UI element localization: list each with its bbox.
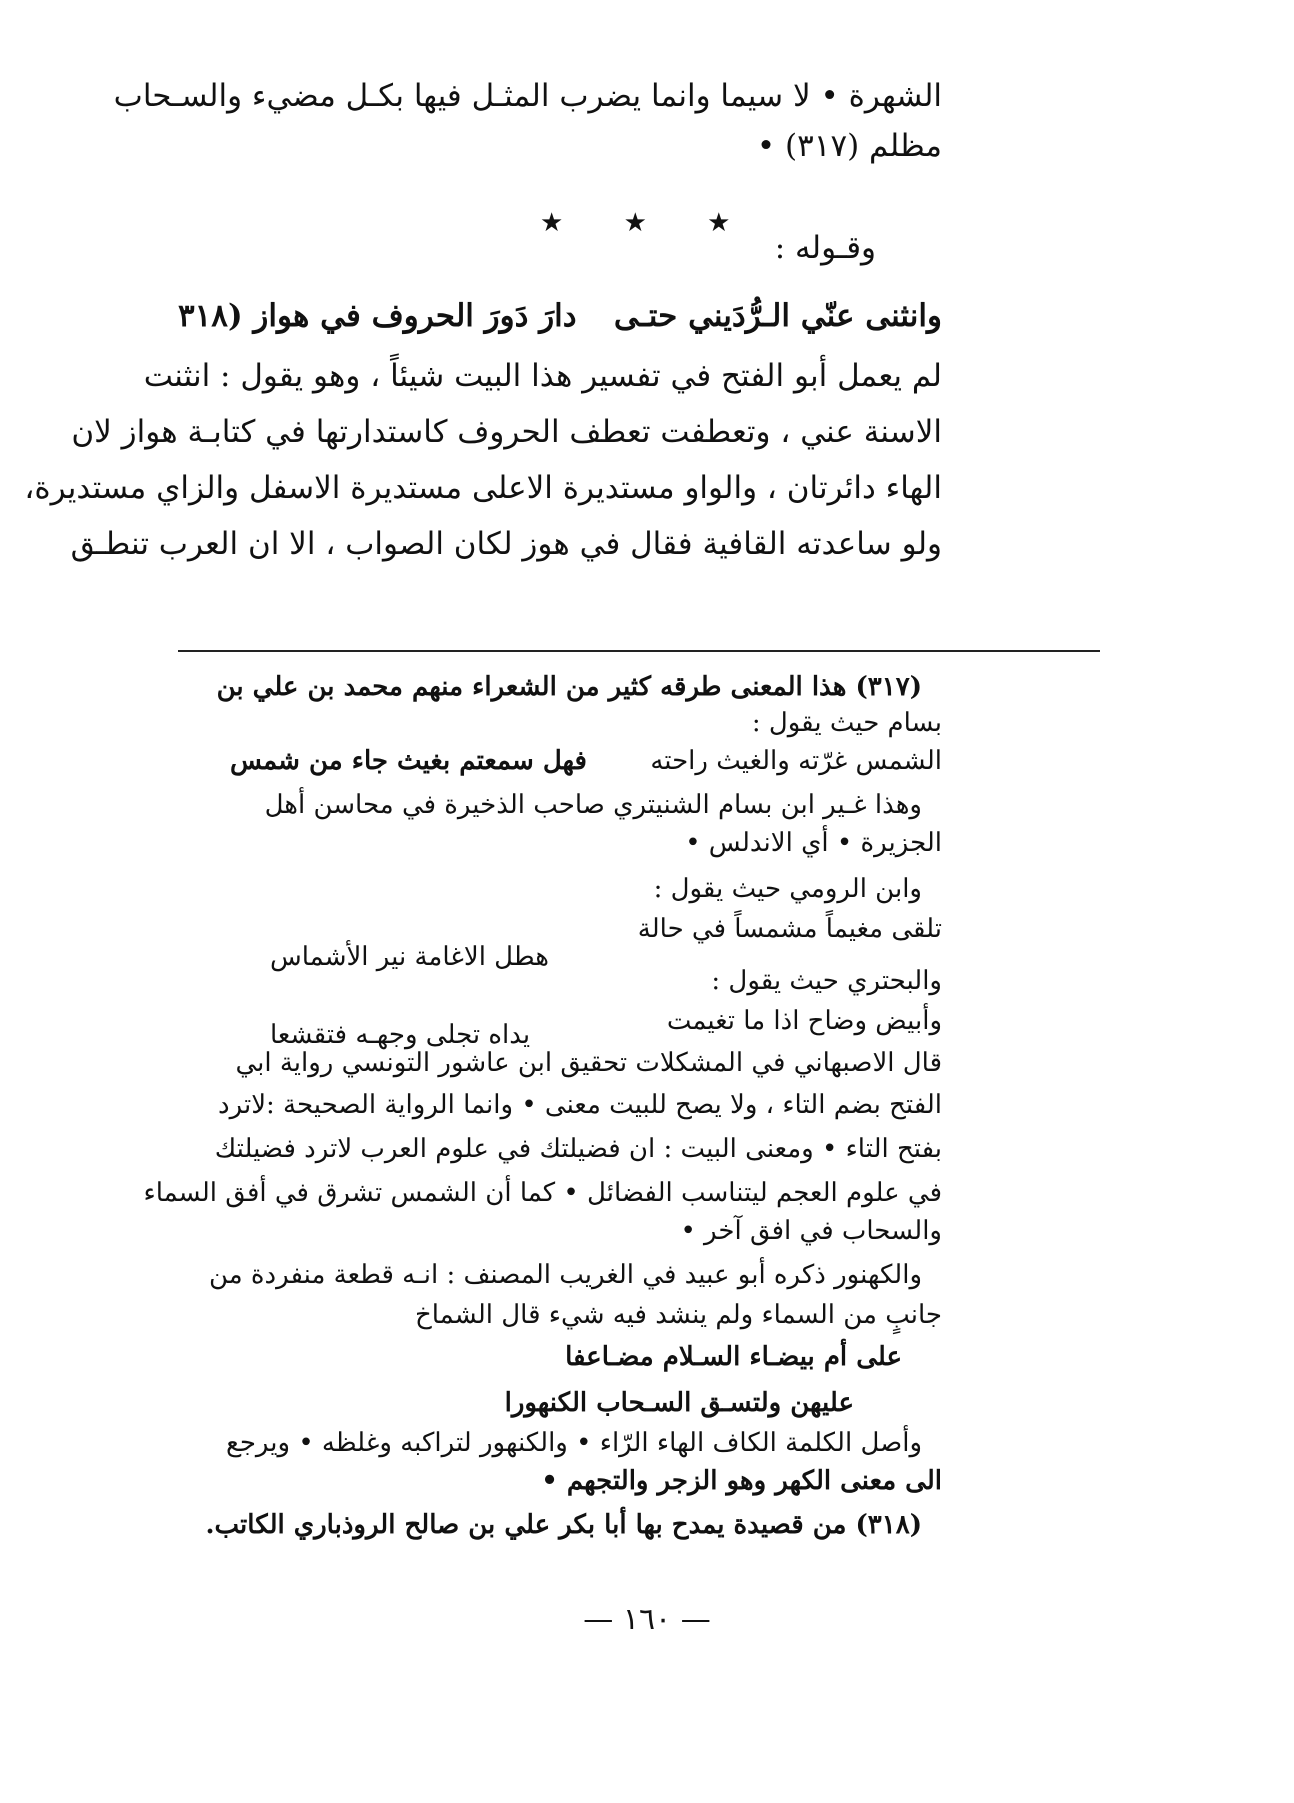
- footnote-verse-2-first: [638, 914, 942, 944]
- main-line-2: [757, 128, 942, 164]
- footnote-shammakh-verse-1-text: على أم بيضـاء السـلام مضـاعفا: [565, 1342, 902, 1372]
- footnote-verse-2-second-text: هطل الاغامة نير الأشماس: [270, 942, 549, 972]
- main-line-5: [71, 414, 942, 450]
- footnote-317-line-2-text: بسام حيث يقول :: [751, 708, 942, 738]
- footnote-317-line-6-text: وابن الرومي حيث يقول :: [653, 874, 922, 904]
- main-line-4: [144, 358, 942, 394]
- footnote-verse-1-first-text: الشمس غرّته والغيث راحته: [650, 746, 942, 776]
- footnote-317-line-12-text: بفتح التاء • ومعنى البيت : ان فضيلتك في علوم العرب لاترد فضيلتك: [214, 1134, 942, 1164]
- main-line-1-text: الشهرة • لا سيما وانما يضرب المثـل فيها بكـل مضيء والسـحاب: [113, 78, 942, 114]
- main-line-3-text: وقـوله :: [774, 230, 876, 266]
- footnote-317-line-20: [541, 1466, 942, 1496]
- footnote-317-line-5-text: الجزيرة • أي الاندلس •: [685, 828, 942, 858]
- footnote-317-line-13: [144, 1178, 943, 1208]
- footnote-317-line-19: [226, 1428, 922, 1458]
- page-number: — ١٦٠ —: [583, 1602, 711, 1637]
- footnote-317-line-15-text: والكهنور ذكره أبو عبيد في الغريب المصنف : انـه قطعة منفردة من: [208, 1260, 922, 1290]
- footnote-317-line-4-text: وهذا غـير ابن بسام الشنيتري صاحب الذخيرة في محاسن أهل: [264, 790, 922, 820]
- footnote-317-line-10: [235, 1048, 942, 1078]
- footnote-317-line-12: [215, 1134, 942, 1164]
- footnote-317-line-10-text: قال الاصبهاني في المشكلات تحقيق ابن عاشور التونسي رواية ابي: [235, 1048, 942, 1078]
- main-line-1: [62, 78, 942, 114]
- footnote-317-line-1-text: (٣١٧) هذا المعنى طرقه كثير من الشعراء منهم محمد بن علي بن: [216, 672, 922, 702]
- footnote-verse-3-first: [667, 1006, 942, 1036]
- verse-first-hemistich-text: وانثنى عنّي الـرُّدَيني حتـى: [613, 298, 942, 334]
- footnote-verse-2-first-text: تلقى مغيماً مشمساً في حالة: [637, 914, 942, 944]
- footnote-317-line-13-text: في علوم العجم ليتناسب الفضائل • كما أن الشمس تشرق في أفق السماء: [143, 1178, 942, 1208]
- footnote-317-line-19-text: وأصل الكلمة الكاف الهاء الرّاء • والكنهور لتراكبه وغلظه • ويرجع: [226, 1428, 922, 1458]
- footnote-verse-3-second-text: يداه تجلى وجهـه فتقشعا: [270, 1020, 531, 1050]
- footnote-318-text: (٣١٨) من قصيدة يمدح بها أبا بكر علي بن صالح الروذباري الكاتب.: [205, 1510, 922, 1540]
- footnote-separator-line: [178, 650, 1100, 652]
- footnote-verse-3-second: [270, 1020, 530, 1050]
- footnote-verse-2-second: [270, 942, 549, 972]
- footnote-verse-1-first: [650, 746, 942, 776]
- main-line-6-text: الهاء دائرتان ، والواو مستديرة الاعلى مستديرة الاسفل والزاي مستديرة،: [24, 470, 942, 506]
- footnote-317-line-16: [415, 1300, 942, 1330]
- footnote-317-line-20-text: الى معنى الكهر وهو الزجر والتجهم •: [541, 1466, 942, 1496]
- main-line-4-text: لم يعمل أبو الفتح في تفسير هذا البيت شيئاً ، وهو يقول : انثنت: [143, 358, 942, 394]
- footnote-317-line-11: [218, 1090, 942, 1120]
- main-line-2-text: مظلم (٣١٧) •: [756, 128, 942, 164]
- main-line-6: [24, 470, 942, 506]
- footnote-317-line-6: [654, 874, 922, 904]
- footnote-verse-1-second: [230, 746, 587, 776]
- verse-second-hemistich-text: دارَ دَورَ الحروف في هواز (٣١٨: [178, 298, 577, 334]
- verse-second-hemistich: [178, 298, 577, 334]
- footnote-verse-1-second-text: فهل سمعتم بغيث جاء من شمس: [230, 746, 587, 776]
- footnote-317-line-8: [711, 966, 942, 996]
- footnote-317-line-4: [265, 790, 922, 820]
- footnote-318: [205, 1510, 922, 1540]
- main-line-5-text: الاسنة عني ، وتعطفت تعطف الحروف كاستدارتها في كتابـة هواز لان: [71, 414, 942, 450]
- footnote-317-line-1: [217, 672, 922, 702]
- footnote-317-line-14-text: والسحاب في افق آخر •: [680, 1216, 942, 1246]
- footnote-317-line-14: [680, 1216, 942, 1246]
- footnote-317-line-8-text: والبحتري حيث يقول :: [711, 966, 942, 996]
- footnote-317-line-11-text: الفتح بضم التاء ، ولا يصح للبيت معنى • وانما الرواية الصحيحة :لاترد: [218, 1090, 942, 1120]
- main-line-7: [71, 526, 942, 562]
- section-divider-stars: ★ ★ ★: [540, 208, 757, 238]
- footnote-317-line-2: [752, 708, 942, 738]
- footnote-shammakh-verse-2: [505, 1388, 854, 1418]
- main-line-7-text: ولو ساعدته القافية فقال في هوز لكان الصواب ، الا ان العرب تنطـق: [70, 526, 942, 562]
- main-line-3: [775, 230, 876, 266]
- footnote-verse-3-first-text: وأبيض وضاح اذا ما تغيمت: [666, 1006, 942, 1036]
- verse-first-hemistich: [614, 298, 942, 334]
- footnote-shammakh-verse-2-text: عليهن ولتسـق السـحاب الكنهورا: [504, 1388, 854, 1418]
- footnote-shammakh-verse-1: [565, 1342, 902, 1372]
- footnote-317-line-5: [685, 828, 942, 858]
- footnote-317-line-16-text: جانبٍ من السماء ولم ينشد فيه شيء قال الشماخ: [414, 1300, 942, 1330]
- footnote-317-line-15: [209, 1260, 922, 1290]
